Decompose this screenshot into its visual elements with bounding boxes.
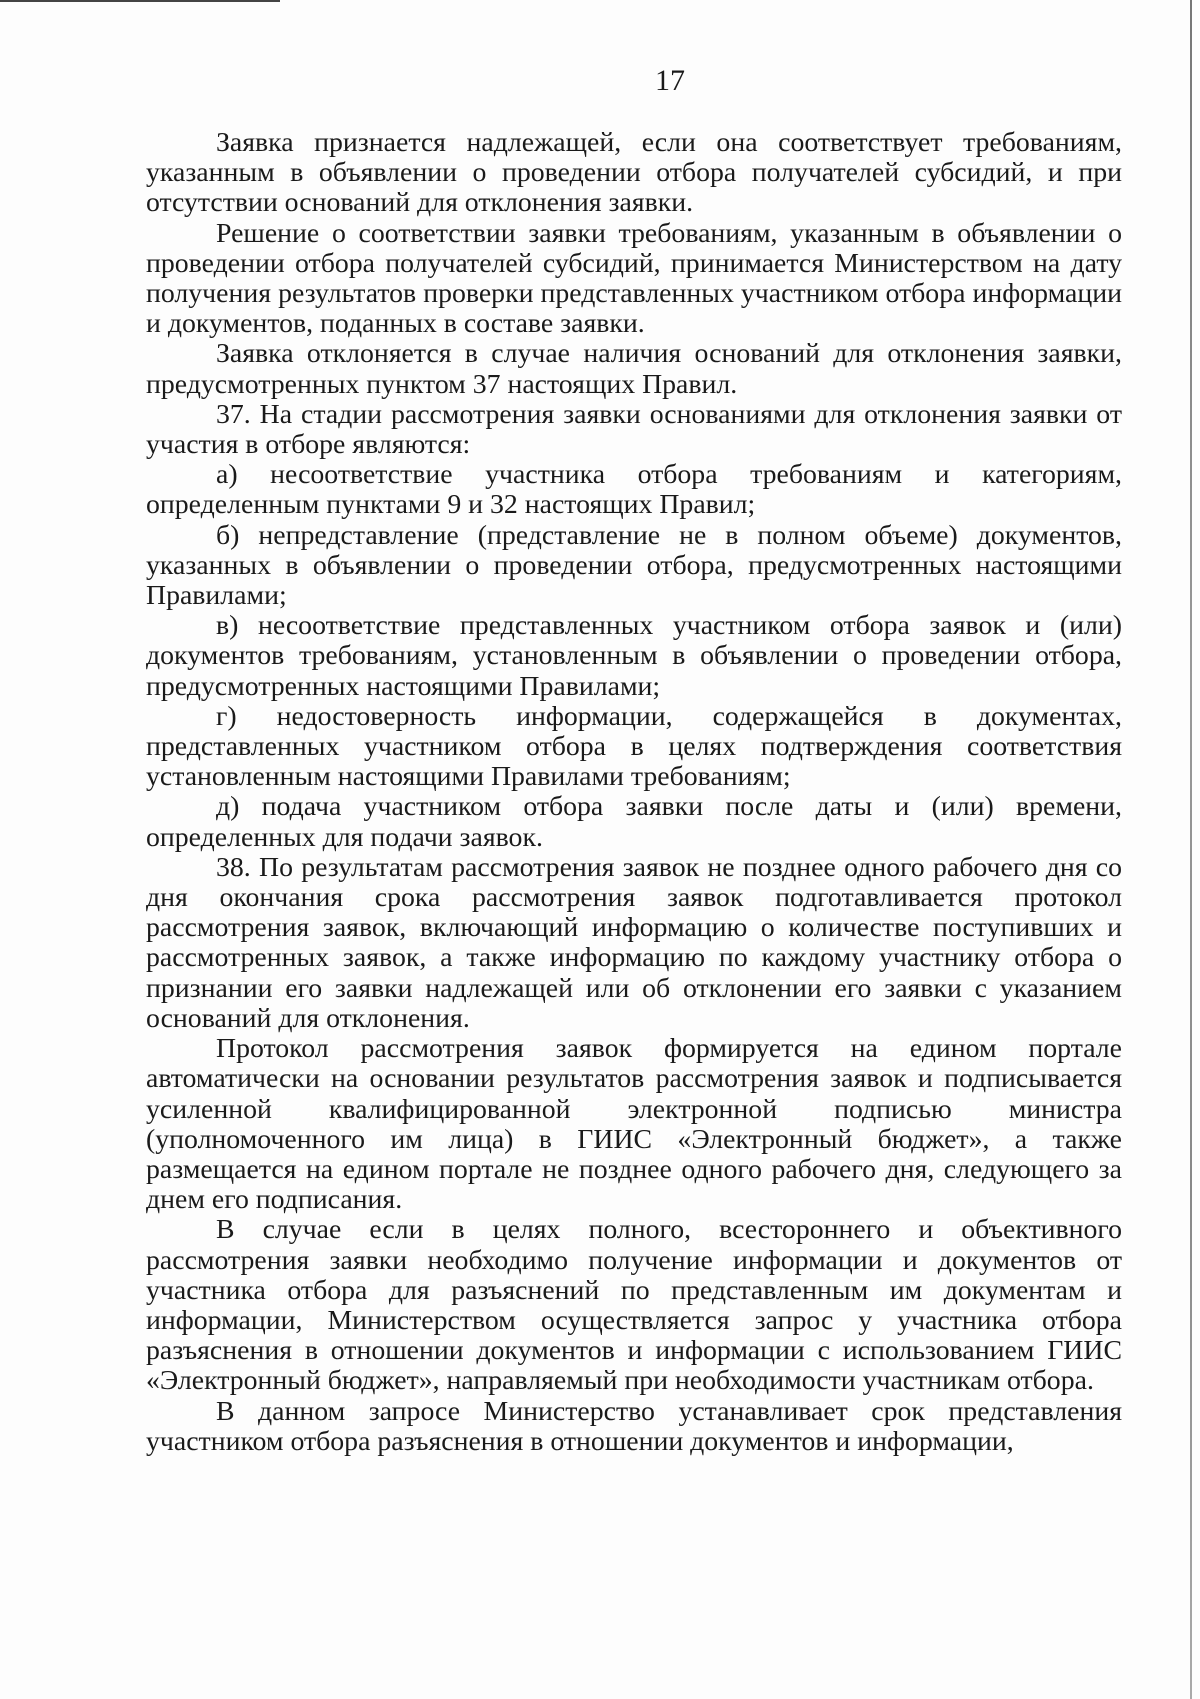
- paragraph-request-deadline: В данном запросе Министерство устанавливает срок представления участником отбора разъяснения в отношении документов и информации,: [146, 1395, 1122, 1457]
- document-body: [146, 128, 1122, 1457]
- paragraph-compliance-decision: Решение о соответствии заявки требованиям, указанным в объявлении о проведении отбора получателей субсидий, принимается Министерством на дату получения результатов проверки представленных участником отбора информации и документов, поданных в составе заявки.: [146, 217, 1122, 340]
- list-item-v: в) несоответствие представленных участником отбора заявок и (или) документов требованиям, установленным в объявлении о проведении отбора, предусмотренных настоящими Правилами;: [146, 610, 1122, 702]
- scan-edge-top: [0, 0, 280, 2]
- list-item-g: г) недостоверность информации, содержащейся в документах, представленных участником отбора в целях подтверждения соответствия установленным настоящими Правилами требованиям;: [146, 700, 1122, 793]
- paragraph-clarification-request: В случае если в целях полного, всестороннего и объективного рассмотрения заявки необходимо получение информации и документов от участника отбора для разъяснений по представленным им документам и информации, Министерством осуществляется запрос у участника отбора разъяснения в отношении документов и информации с использованием ГИИС «Электронный бюджет», направляемый при необходимости участникам отбора.: [146, 1214, 1122, 1397]
- paragraph-clause-37: 37. На стадии рассмотрения заявки основаниями для отклонения заявки от участия в отборе являются:: [146, 398, 1122, 461]
- list-item-b: б) непредставление (представление не в полном объеме) документов, указанных в объявлении о проведении отбора, предусмотренных настоящими Правилами;: [146, 519, 1122, 612]
- scan-edge-right: [1190, 0, 1192, 1699]
- page-number: 17: [655, 64, 685, 97]
- list-item-d: д) подача участником отбора заявки после даты и (или) времени, определенных для подачи заявок.: [146, 791, 1122, 853]
- paragraph-application-proper: Заявка признается надлежащей, если она соответствует требованиям, указанным в объявлении о проведении отбора получателей субсидий, и при отсутствии оснований для отклонения заявки.: [146, 127, 1122, 219]
- list-item-a: а) несоответствие участника отбора требованиям и категориям, определенным пунктами 9 и 32 настоящих Правил;: [146, 459, 1122, 521]
- paragraph-rejection: Заявка отклоняется в случае наличия оснований для отклонения заявки, предусмотренных пунктом 37 настоящих Правил.: [146, 338, 1122, 400]
- paragraph-clause-38: 38. По результатам рассмотрения заявок не позднее одного рабочего дня со дня окончания срока рассмотрения заявок подготавливается протокол рассмотрения заявок, включающий информацию о количестве поступивших и рассмотренных заявок, а также информацию по каждому участнику отбора о признании его заявки надлежащей или об отклонении его заявки с указанием оснований для отклонения.: [146, 851, 1122, 1034]
- paragraph-protocol: Протокол рассмотрения заявок формируется на едином портале автоматически на основании результатов рассмотрения заявок и подписывается усиленной квалифицированной электронной подписью министра (уполномоченного им лица) в ГИИС «Электронный бюджет», а также размещается на едином портале не позднее одного рабочего дня, следующего за днем его подписания.: [146, 1033, 1122, 1216]
